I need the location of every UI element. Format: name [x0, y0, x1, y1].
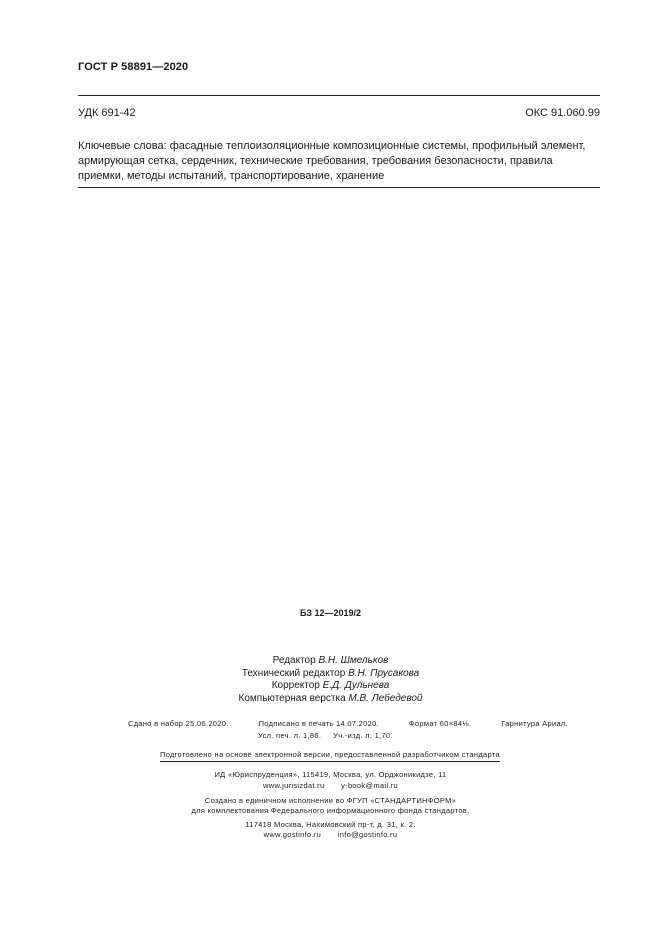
credit-tech-editor-role: Технический редактор [241, 667, 346, 679]
typeface: Гарнитура Ариал. [501, 719, 568, 728]
created-email: info@gostinfo.ru [337, 830, 398, 839]
publication-sheets [258, 731, 393, 740]
created-contacts [0, 830, 661, 839]
print-sheets: Усл. печ. л. 1,86. [258, 731, 322, 740]
udk-code: УДК 691-42 [78, 107, 136, 119]
credit-editor-name: В.Н. Шмельков [318, 655, 389, 666]
credit-layout-name: М.В. Лебедевой [348, 692, 423, 704]
credit-layout-role: Компьютерная верстка [238, 692, 346, 704]
credit-tech-editor [0, 668, 661, 681]
credit-corrector [0, 680, 661, 693]
publisher-address: ИД «Юриспруденция», 115419, Москва, ул. Орджоникидзе, 11 [214, 770, 447, 779]
created-line-1: Создано в единичном исполнении во ФГУП «СТАНДАРТИНФОРМ» [204, 796, 457, 805]
divider-top [78, 95, 600, 96]
publisher-site: www.jurisizdat.ru [263, 781, 325, 790]
credit-editor-role: Редактор [272, 655, 316, 666]
divider-keywords [78, 187, 600, 188]
created-address: 117418 Москва, Нахимовский пр-т, д. 31, к. 2. [245, 820, 416, 829]
publisher-email: y-book@mail.ru [341, 781, 398, 790]
oks-code: ОКС 91.060.99 [525, 107, 600, 119]
credit-corrector-name: Е.Д. Дульнева [322, 680, 390, 691]
credit-corrector-role: Корректор [271, 680, 320, 691]
standard-id: ГОСТ Р 58891—2020 [78, 61, 189, 73]
submitted-date: Сдано в набор 25.06.2020. [128, 719, 229, 728]
signed-date: Подписано в печать 14.07.2020. [258, 719, 379, 728]
paper-format: Формат 60×84⅛. [408, 719, 472, 728]
pub-sheets: Уч.-изд. л. 1,70. [333, 731, 393, 740]
bz-number: БЗ 12—2019/2 [299, 608, 362, 618]
credit-tech-editor-name: В.Н. Прусакова [348, 667, 420, 679]
created-site: www.gostinfo.ru [263, 830, 322, 839]
credit-layout [0, 693, 661, 706]
created-line-2: для комплектования Федерального информационного фонда стандартов, [191, 806, 470, 815]
keywords-paragraph: Ключевые слова: фасадные теплоизоляционные композиционные системы, профильный элемент, армирующая сетка, сердечник, технические требования, требования безопасности, правила приемки, методы испытаний, транспортирование, хранение [78, 140, 586, 182]
publisher-contacts [0, 781, 661, 790]
divider-bottom [160, 761, 500, 762]
prepared-note: Подготовлено на основе электронной версии, предоставленной разработчиком стандарта [160, 750, 500, 759]
credit-editor [0, 655, 661, 668]
publication-info [128, 719, 568, 728]
credits-block [0, 655, 661, 705]
